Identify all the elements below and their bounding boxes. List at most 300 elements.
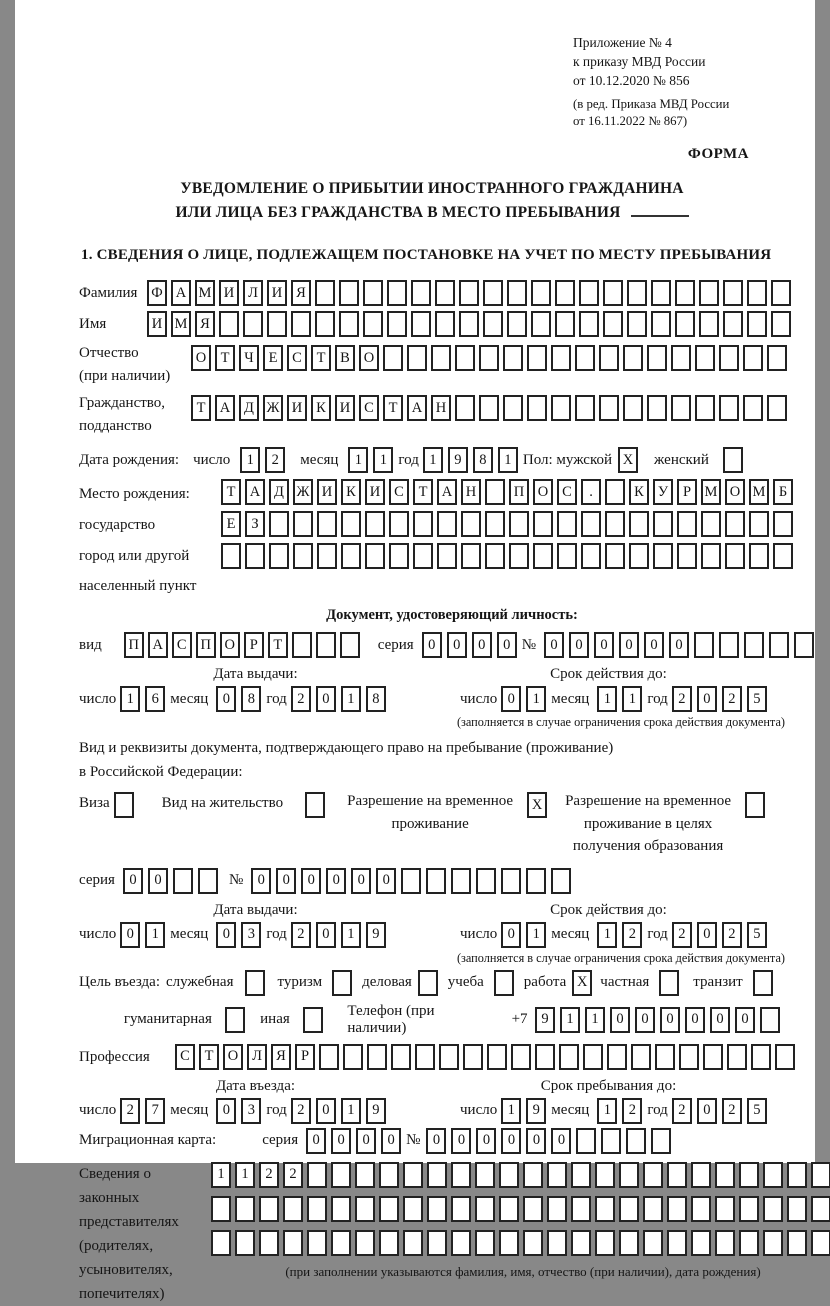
- char-cell[interactable]: Р: [677, 479, 697, 505]
- char-cell[interactable]: 2: [722, 1098, 742, 1124]
- char-cell[interactable]: [653, 511, 673, 537]
- char-cell[interactable]: [461, 511, 481, 537]
- char-cell[interactable]: Е: [263, 345, 283, 371]
- char-cell[interactable]: 2: [722, 686, 742, 712]
- char-cell[interactable]: П: [124, 632, 144, 658]
- char-cell[interactable]: [451, 1230, 471, 1256]
- char-cell[interactable]: [575, 395, 595, 421]
- char-cell[interactable]: [745, 792, 765, 818]
- char-cell[interactable]: 9: [526, 1098, 546, 1124]
- char-cell[interactable]: [383, 345, 403, 371]
- char-cell[interactable]: [655, 1044, 675, 1070]
- char-cell[interactable]: М: [171, 311, 191, 337]
- char-cell[interactable]: [605, 511, 625, 537]
- char-cell[interactable]: А: [245, 479, 265, 505]
- char-cell[interactable]: 1: [498, 447, 518, 473]
- char-cell[interactable]: 0: [697, 922, 717, 948]
- char-cell[interactable]: [451, 868, 471, 894]
- char-cell[interactable]: [775, 1044, 795, 1070]
- char-cell[interactable]: 0: [216, 1098, 236, 1124]
- char-cell[interactable]: С: [287, 345, 307, 371]
- char-cell[interactable]: 1: [597, 922, 617, 948]
- char-cell[interactable]: [651, 311, 671, 337]
- char-cell[interactable]: И: [335, 395, 355, 421]
- char-cell[interactable]: Я: [271, 1044, 291, 1070]
- char-cell[interactable]: [225, 1007, 245, 1033]
- char-cell[interactable]: [407, 345, 427, 371]
- char-cell[interactable]: [651, 1128, 671, 1154]
- char-cell[interactable]: [695, 395, 715, 421]
- char-cell[interactable]: И: [287, 395, 307, 421]
- char-cell[interactable]: [531, 311, 551, 337]
- char-cell[interactable]: 0: [544, 632, 564, 658]
- char-cell[interactable]: 0: [326, 868, 346, 894]
- char-cell[interactable]: [487, 1044, 507, 1070]
- char-cell[interactable]: О: [533, 479, 553, 505]
- char-cell[interactable]: [355, 1230, 375, 1256]
- char-cell[interactable]: [455, 395, 475, 421]
- char-cell[interactable]: [603, 311, 623, 337]
- char-cell[interactable]: 0: [276, 868, 296, 894]
- char-cell[interactable]: X: [572, 970, 592, 996]
- char-cell[interactable]: [653, 543, 673, 569]
- char-cell[interactable]: У: [653, 479, 673, 505]
- char-cell[interactable]: [763, 1230, 783, 1256]
- char-cell[interactable]: [744, 632, 764, 658]
- char-cell[interactable]: 1: [145, 922, 165, 948]
- char-cell[interactable]: Е: [221, 511, 241, 537]
- char-cell[interactable]: 1: [235, 1162, 255, 1188]
- char-cell[interactable]: [677, 511, 697, 537]
- char-cell[interactable]: П: [509, 479, 529, 505]
- char-cell[interactable]: 0: [635, 1007, 655, 1033]
- char-cell[interactable]: С: [557, 479, 577, 505]
- char-cell[interactable]: [243, 311, 263, 337]
- char-cell[interactable]: Т: [215, 345, 235, 371]
- char-cell[interactable]: О: [220, 632, 240, 658]
- char-cell[interactable]: 0: [644, 632, 664, 658]
- char-cell[interactable]: [599, 395, 619, 421]
- char-cell[interactable]: 2: [622, 922, 642, 948]
- char-cell[interactable]: 8: [473, 447, 493, 473]
- char-cell[interactable]: 2: [672, 922, 692, 948]
- char-cell[interactable]: Ч: [239, 345, 259, 371]
- char-cell[interactable]: 9: [366, 922, 386, 948]
- char-cell[interactable]: Ж: [293, 479, 313, 505]
- char-cell[interactable]: 0: [710, 1007, 730, 1033]
- char-cell[interactable]: 0: [660, 1007, 680, 1033]
- char-cell[interactable]: [317, 511, 337, 537]
- char-cell[interactable]: [767, 345, 787, 371]
- char-cell[interactable]: [787, 1230, 807, 1256]
- char-cell[interactable]: 0: [331, 1128, 351, 1154]
- char-cell[interactable]: 0: [356, 1128, 376, 1154]
- char-cell[interactable]: [507, 280, 527, 306]
- char-cell[interactable]: 1: [341, 1098, 361, 1124]
- char-cell[interactable]: [619, 1162, 639, 1188]
- char-cell[interactable]: Т: [268, 632, 288, 658]
- char-cell[interactable]: 0: [451, 1128, 471, 1154]
- char-cell[interactable]: 1: [597, 1098, 617, 1124]
- char-cell[interactable]: [629, 543, 649, 569]
- char-cell[interactable]: [269, 543, 289, 569]
- char-cell[interactable]: Т: [199, 1044, 219, 1070]
- char-cell[interactable]: Л: [243, 280, 263, 306]
- char-cell[interactable]: [499, 1196, 519, 1222]
- char-cell[interactable]: [767, 395, 787, 421]
- char-cell[interactable]: [535, 1044, 555, 1070]
- char-cell[interactable]: С: [175, 1044, 195, 1070]
- char-cell[interactable]: [647, 395, 667, 421]
- char-cell[interactable]: [451, 1196, 471, 1222]
- char-cell[interactable]: [485, 479, 505, 505]
- char-cell[interactable]: 0: [123, 868, 143, 894]
- char-cell[interactable]: 1: [585, 1007, 605, 1033]
- char-cell[interactable]: Т: [413, 479, 433, 505]
- char-cell[interactable]: М: [749, 479, 769, 505]
- char-cell[interactable]: 0: [610, 1007, 630, 1033]
- char-cell[interactable]: М: [195, 280, 215, 306]
- char-cell[interactable]: [760, 1007, 780, 1033]
- char-cell[interactable]: [461, 543, 481, 569]
- char-cell[interactable]: 0: [501, 1128, 521, 1154]
- char-cell[interactable]: [363, 311, 383, 337]
- char-cell[interactable]: [695, 345, 715, 371]
- char-cell[interactable]: 1: [240, 447, 260, 473]
- char-cell[interactable]: Т: [191, 395, 211, 421]
- char-cell[interactable]: [723, 447, 743, 473]
- char-cell[interactable]: [547, 1230, 567, 1256]
- char-cell[interactable]: [475, 1196, 495, 1222]
- char-cell[interactable]: 2: [291, 686, 311, 712]
- char-cell[interactable]: [316, 632, 336, 658]
- char-cell[interactable]: [531, 280, 551, 306]
- char-cell[interactable]: [511, 1044, 531, 1070]
- char-cell[interactable]: [403, 1230, 423, 1256]
- char-cell[interactable]: 5: [747, 686, 767, 712]
- char-cell[interactable]: [283, 1196, 303, 1222]
- char-cell[interactable]: [743, 345, 763, 371]
- char-cell[interactable]: [771, 311, 791, 337]
- char-cell[interactable]: [291, 311, 311, 337]
- char-cell[interactable]: [773, 543, 793, 569]
- char-cell[interactable]: [332, 970, 352, 996]
- char-cell[interactable]: [679, 1044, 699, 1070]
- char-cell[interactable]: 0: [148, 868, 168, 894]
- char-cell[interactable]: [413, 511, 433, 537]
- char-cell[interactable]: И: [219, 280, 239, 306]
- char-cell[interactable]: [701, 543, 721, 569]
- char-cell[interactable]: [629, 511, 649, 537]
- char-cell[interactable]: [389, 543, 409, 569]
- char-cell[interactable]: [626, 1128, 646, 1154]
- char-cell[interactable]: [211, 1196, 231, 1222]
- char-cell[interactable]: [305, 792, 325, 818]
- char-cell[interactable]: [551, 345, 571, 371]
- char-cell[interactable]: [509, 511, 529, 537]
- char-cell[interactable]: [401, 868, 421, 894]
- char-cell[interactable]: 0: [216, 686, 236, 712]
- char-cell[interactable]: 0: [301, 868, 321, 894]
- char-cell[interactable]: [315, 280, 335, 306]
- char-cell[interactable]: [303, 1007, 323, 1033]
- char-cell[interactable]: [343, 1044, 363, 1070]
- char-cell[interactable]: [623, 395, 643, 421]
- char-cell[interactable]: [811, 1230, 830, 1256]
- char-cell[interactable]: [599, 345, 619, 371]
- char-cell[interactable]: [551, 868, 571, 894]
- char-cell[interactable]: [739, 1230, 759, 1256]
- char-cell[interactable]: 0: [381, 1128, 401, 1154]
- char-cell[interactable]: [459, 311, 479, 337]
- char-cell[interactable]: [435, 311, 455, 337]
- char-cell[interactable]: Ж: [263, 395, 283, 421]
- char-cell[interactable]: [694, 632, 714, 658]
- char-cell[interactable]: [579, 311, 599, 337]
- char-cell[interactable]: 7: [145, 1098, 165, 1124]
- char-cell[interactable]: [292, 632, 312, 658]
- char-cell[interactable]: 5: [747, 922, 767, 948]
- char-cell[interactable]: [747, 280, 767, 306]
- char-cell[interactable]: [315, 311, 335, 337]
- char-cell[interactable]: [677, 543, 697, 569]
- char-cell[interactable]: З: [245, 511, 265, 537]
- char-cell[interactable]: 0: [501, 686, 521, 712]
- char-cell[interactable]: 0: [351, 868, 371, 894]
- char-cell[interactable]: 2: [291, 922, 311, 948]
- char-cell[interactable]: Н: [431, 395, 451, 421]
- char-cell[interactable]: 1: [341, 922, 361, 948]
- char-cell[interactable]: [555, 311, 575, 337]
- char-cell[interactable]: 0: [426, 1128, 446, 1154]
- char-cell[interactable]: [811, 1196, 830, 1222]
- char-cell[interactable]: 0: [569, 632, 589, 658]
- char-cell[interactable]: 0: [594, 632, 614, 658]
- char-cell[interactable]: [763, 1162, 783, 1188]
- char-cell[interactable]: [595, 1162, 615, 1188]
- char-cell[interactable]: [341, 511, 361, 537]
- char-cell[interactable]: К: [311, 395, 331, 421]
- char-cell[interactable]: 3: [241, 922, 261, 948]
- char-cell[interactable]: 0: [306, 1128, 326, 1154]
- char-cell[interactable]: [551, 395, 571, 421]
- char-cell[interactable]: О: [191, 345, 211, 371]
- char-cell[interactable]: 9: [448, 447, 468, 473]
- char-cell[interactable]: [307, 1230, 327, 1256]
- char-cell[interactable]: [753, 970, 773, 996]
- char-cell[interactable]: А: [171, 280, 191, 306]
- char-cell[interactable]: [691, 1162, 711, 1188]
- char-cell[interactable]: [259, 1230, 279, 1256]
- char-cell[interactable]: [715, 1162, 735, 1188]
- char-cell[interactable]: [595, 1196, 615, 1222]
- char-cell[interactable]: [526, 868, 546, 894]
- char-cell[interactable]: [245, 970, 265, 996]
- char-cell[interactable]: [719, 632, 739, 658]
- char-cell[interactable]: С: [172, 632, 192, 658]
- char-cell[interactable]: 0: [501, 922, 521, 948]
- char-cell[interactable]: [389, 511, 409, 537]
- char-cell[interactable]: [747, 311, 767, 337]
- char-cell[interactable]: [411, 280, 431, 306]
- char-cell[interactable]: 1: [597, 686, 617, 712]
- char-cell[interactable]: [557, 543, 577, 569]
- char-cell[interactable]: [379, 1230, 399, 1256]
- char-cell[interactable]: И: [147, 311, 167, 337]
- char-cell[interactable]: [114, 792, 134, 818]
- char-cell[interactable]: [435, 280, 455, 306]
- char-cell[interactable]: 2: [291, 1098, 311, 1124]
- char-cell[interactable]: [627, 311, 647, 337]
- char-cell[interactable]: К: [629, 479, 649, 505]
- char-cell[interactable]: [715, 1196, 735, 1222]
- char-cell[interactable]: [579, 280, 599, 306]
- char-cell[interactable]: [749, 543, 769, 569]
- char-cell[interactable]: 6: [145, 686, 165, 712]
- char-cell[interactable]: [763, 1196, 783, 1222]
- char-cell[interactable]: [379, 1196, 399, 1222]
- char-cell[interactable]: А: [148, 632, 168, 658]
- char-cell[interactable]: [219, 311, 239, 337]
- char-cell[interactable]: 1: [526, 922, 546, 948]
- char-cell[interactable]: [463, 1044, 483, 1070]
- char-cell[interactable]: [331, 1230, 351, 1256]
- char-cell[interactable]: [643, 1162, 663, 1188]
- char-cell[interactable]: [503, 345, 523, 371]
- char-cell[interactable]: 0: [497, 632, 517, 658]
- char-cell[interactable]: [533, 511, 553, 537]
- char-cell[interactable]: [773, 511, 793, 537]
- char-cell[interactable]: [418, 970, 438, 996]
- char-cell[interactable]: Б: [773, 479, 793, 505]
- char-cell[interactable]: [701, 511, 721, 537]
- char-cell[interactable]: [499, 1162, 519, 1188]
- char-cell[interactable]: О: [725, 479, 745, 505]
- char-cell[interactable]: [426, 868, 446, 894]
- char-cell[interactable]: [501, 868, 521, 894]
- char-cell[interactable]: [455, 345, 475, 371]
- char-cell[interactable]: [547, 1162, 567, 1188]
- char-cell[interactable]: [643, 1196, 663, 1222]
- char-cell[interactable]: 0: [697, 686, 717, 712]
- char-cell[interactable]: 0: [447, 632, 467, 658]
- char-cell[interactable]: X: [527, 792, 547, 818]
- char-cell[interactable]: 0: [551, 1128, 571, 1154]
- char-cell[interactable]: 1: [120, 686, 140, 712]
- char-cell[interactable]: [437, 511, 457, 537]
- char-cell[interactable]: 1: [622, 686, 642, 712]
- char-cell[interactable]: [355, 1196, 375, 1222]
- char-cell[interactable]: [379, 1162, 399, 1188]
- char-cell[interactable]: [245, 543, 265, 569]
- char-cell[interactable]: [671, 345, 691, 371]
- char-cell[interactable]: [787, 1162, 807, 1188]
- char-cell[interactable]: [571, 1230, 591, 1256]
- char-cell[interactable]: [659, 970, 679, 996]
- char-cell[interactable]: [605, 479, 625, 505]
- char-cell[interactable]: [331, 1162, 351, 1188]
- char-cell[interactable]: [387, 280, 407, 306]
- char-cell[interactable]: 2: [265, 447, 285, 473]
- char-cell[interactable]: 3: [241, 1098, 261, 1124]
- char-cell[interactable]: 0: [316, 1098, 336, 1124]
- char-cell[interactable]: [235, 1230, 255, 1256]
- char-cell[interactable]: [667, 1196, 687, 1222]
- char-cell[interactable]: А: [437, 479, 457, 505]
- char-cell[interactable]: [671, 395, 691, 421]
- char-cell[interactable]: [675, 280, 695, 306]
- char-cell[interactable]: [703, 1044, 723, 1070]
- char-cell[interactable]: 1: [341, 686, 361, 712]
- char-cell[interactable]: [307, 1196, 327, 1222]
- char-cell[interactable]: [198, 868, 218, 894]
- char-cell[interactable]: [631, 1044, 651, 1070]
- char-cell[interactable]: [601, 1128, 621, 1154]
- char-cell[interactable]: [557, 511, 577, 537]
- char-cell[interactable]: 2: [622, 1098, 642, 1124]
- char-cell[interactable]: [523, 1196, 543, 1222]
- char-cell[interactable]: [211, 1230, 231, 1256]
- char-cell[interactable]: 5: [747, 1098, 767, 1124]
- char-cell[interactable]: [667, 1162, 687, 1188]
- char-cell[interactable]: Р: [295, 1044, 315, 1070]
- char-cell[interactable]: Т: [311, 345, 331, 371]
- char-cell[interactable]: [427, 1162, 447, 1188]
- char-cell[interactable]: [715, 1230, 735, 1256]
- char-cell[interactable]: 0: [216, 922, 236, 948]
- char-cell[interactable]: [723, 280, 743, 306]
- char-cell[interactable]: [603, 280, 623, 306]
- char-cell[interactable]: С: [389, 479, 409, 505]
- char-cell[interactable]: [403, 1196, 423, 1222]
- char-cell[interactable]: [643, 1230, 663, 1256]
- char-cell[interactable]: [627, 280, 647, 306]
- char-cell[interactable]: 9: [535, 1007, 555, 1033]
- char-cell[interactable]: 0: [472, 632, 492, 658]
- char-cell[interactable]: [571, 1162, 591, 1188]
- char-cell[interactable]: [751, 1044, 771, 1070]
- char-cell[interactable]: [527, 345, 547, 371]
- char-cell[interactable]: А: [215, 395, 235, 421]
- char-cell[interactable]: [723, 311, 743, 337]
- char-cell[interactable]: [571, 1196, 591, 1222]
- char-cell[interactable]: [483, 311, 503, 337]
- char-cell[interactable]: [431, 345, 451, 371]
- char-cell[interactable]: [387, 311, 407, 337]
- char-cell[interactable]: 2: [283, 1162, 303, 1188]
- char-cell[interactable]: [794, 632, 814, 658]
- char-cell[interactable]: [787, 1196, 807, 1222]
- char-cell[interactable]: В: [335, 345, 355, 371]
- char-cell[interactable]: [651, 280, 671, 306]
- char-cell[interactable]: [483, 280, 503, 306]
- char-cell[interactable]: [485, 511, 505, 537]
- char-cell[interactable]: 9: [366, 1098, 386, 1124]
- char-cell[interactable]: [475, 1162, 495, 1188]
- char-cell[interactable]: 0: [422, 632, 442, 658]
- char-cell[interactable]: 1: [423, 447, 443, 473]
- char-cell[interactable]: [339, 311, 359, 337]
- char-cell[interactable]: [771, 280, 791, 306]
- char-cell[interactable]: [719, 395, 739, 421]
- char-cell[interactable]: [319, 1044, 339, 1070]
- char-cell[interactable]: 0: [669, 632, 689, 658]
- char-cell[interactable]: [365, 511, 385, 537]
- char-cell[interactable]: [725, 543, 745, 569]
- char-cell[interactable]: [293, 511, 313, 537]
- char-cell[interactable]: [283, 1230, 303, 1256]
- char-cell[interactable]: А: [407, 395, 427, 421]
